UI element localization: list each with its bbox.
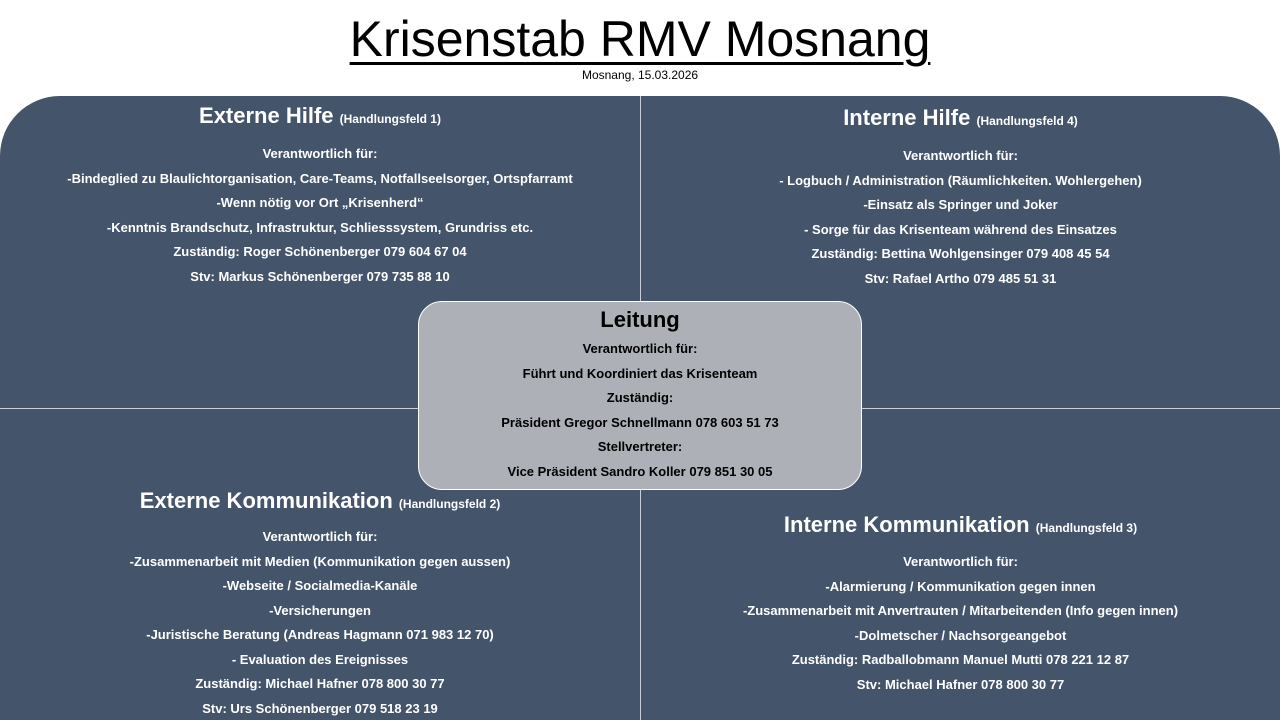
responsibility-heading: Verantwortlich für: xyxy=(641,550,1280,575)
responsibility-item: -Wenn nötig vor Ort „Krisenherd“ xyxy=(0,191,640,216)
quadrant-title-text: Interne Hilfe xyxy=(843,105,970,130)
quadrant-title xyxy=(0,487,640,518)
quadrant-title xyxy=(641,104,1280,135)
leitung-title: Leitung xyxy=(419,305,861,335)
responsible-heading: Zuständig: xyxy=(419,386,861,411)
responsibility-item: -Juristische Beratung (Andreas Hagmann 071 983 12 70) xyxy=(0,623,640,648)
responsibility-item: - Evaluation des Ereignisses xyxy=(0,648,640,673)
quadrant-title xyxy=(641,511,1280,542)
responsibility-item: -Versicherungen xyxy=(0,599,640,624)
deputy-person: Vice Präsident Sandro Koller 079 851 30 05 xyxy=(419,460,861,485)
responsible-person: Zuständig: Roger Schönenberger 079 604 67 04 xyxy=(0,240,640,265)
quadrant-field-label: (Handlungsfeld 3) xyxy=(1036,521,1137,535)
quadrant-title-text: Externe Hilfe xyxy=(199,103,334,128)
responsibility-heading: Verantwortlich für: xyxy=(0,142,640,167)
page-subtitle-date: Mosnang, 15.03.2026 xyxy=(0,68,1280,82)
responsibility-item: -Dolmetscher / Nachsorgeangebot xyxy=(641,624,1280,649)
deputy-heading: Stellvertreter: xyxy=(419,435,861,460)
responsibility-item: -Einsatz als Springer und Joker xyxy=(641,193,1280,218)
responsibility-heading: Verantwortlich für: xyxy=(0,525,640,550)
responsible-person: Zuständig: Radballobmann Manuel Mutti 078 221 12 87 xyxy=(641,648,1280,673)
deputy-person: Stv: Urs Schönenberger 079 518 23 19 xyxy=(0,697,640,721)
responsibility-item: -Bindeglied zu Blaulichtorganisation, Care-Teams, Notfallseelsorger, Ortspfarramt xyxy=(0,167,640,192)
responsible-person: Zuständig: Michael Hafner 078 800 30 77 xyxy=(0,672,640,697)
responsibility-item: -Kenntnis Brandschutz, Infrastruktur, Schliesssystem, Grundriss etc. xyxy=(0,216,640,241)
responsibility-heading: Verantwortlich für: xyxy=(641,144,1280,169)
deputy-person: Stv: Markus Schönenberger 079 735 88 10 xyxy=(0,265,640,290)
deputy-person: Stv: Michael Hafner 078 800 30 77 xyxy=(641,673,1280,698)
quadrant-field-label: (Handlungsfeld 1) xyxy=(340,112,441,126)
quadrant-title-text: Interne Kommunikation xyxy=(784,512,1030,537)
responsibility-heading: Verantwortlich für: xyxy=(419,337,861,362)
quadrant-title-text: Externe Kommunikation xyxy=(140,488,393,513)
responsibility-item: -Zusammenarbeit mit Anvertrauten / Mitarbeitenden (Info gegen innen) xyxy=(641,599,1280,624)
responsibility-item: -Webseite / Socialmedia-Kanäle xyxy=(0,574,640,599)
responsibility-item: -Alarmierung / Kommunikation gegen innen xyxy=(641,575,1280,600)
responsibility-item: -Zusammenarbeit mit Medien (Kommunikation gegen aussen) xyxy=(0,550,640,575)
quadrant-field-label: (Handlungsfeld 2) xyxy=(399,497,500,511)
deputy-person: Stv: Rafael Artho 079 485 51 31 xyxy=(641,267,1280,292)
responsibility-item: Führt und Koordiniert das Krisenteam xyxy=(419,362,861,387)
leitung-box xyxy=(418,301,862,490)
quadrant-field-label: (Handlungsfeld 4) xyxy=(976,114,1077,128)
page-title: Krisenstab RMV Mosnang xyxy=(0,10,1280,68)
responsibility-item: - Logbuch / Administration (Räumlichkeiten. Wohlergehen) xyxy=(641,169,1280,194)
responsibility-item: - Sorge für das Krisenteam während des Einsatzes xyxy=(641,218,1280,243)
responsible-person: Zuständig: Bettina Wohlgensinger 079 408 45 54 xyxy=(641,242,1280,267)
responsible-person: Präsident Gregor Schnellmann 078 603 51 73 xyxy=(419,411,861,436)
quadrant-title xyxy=(0,102,640,133)
